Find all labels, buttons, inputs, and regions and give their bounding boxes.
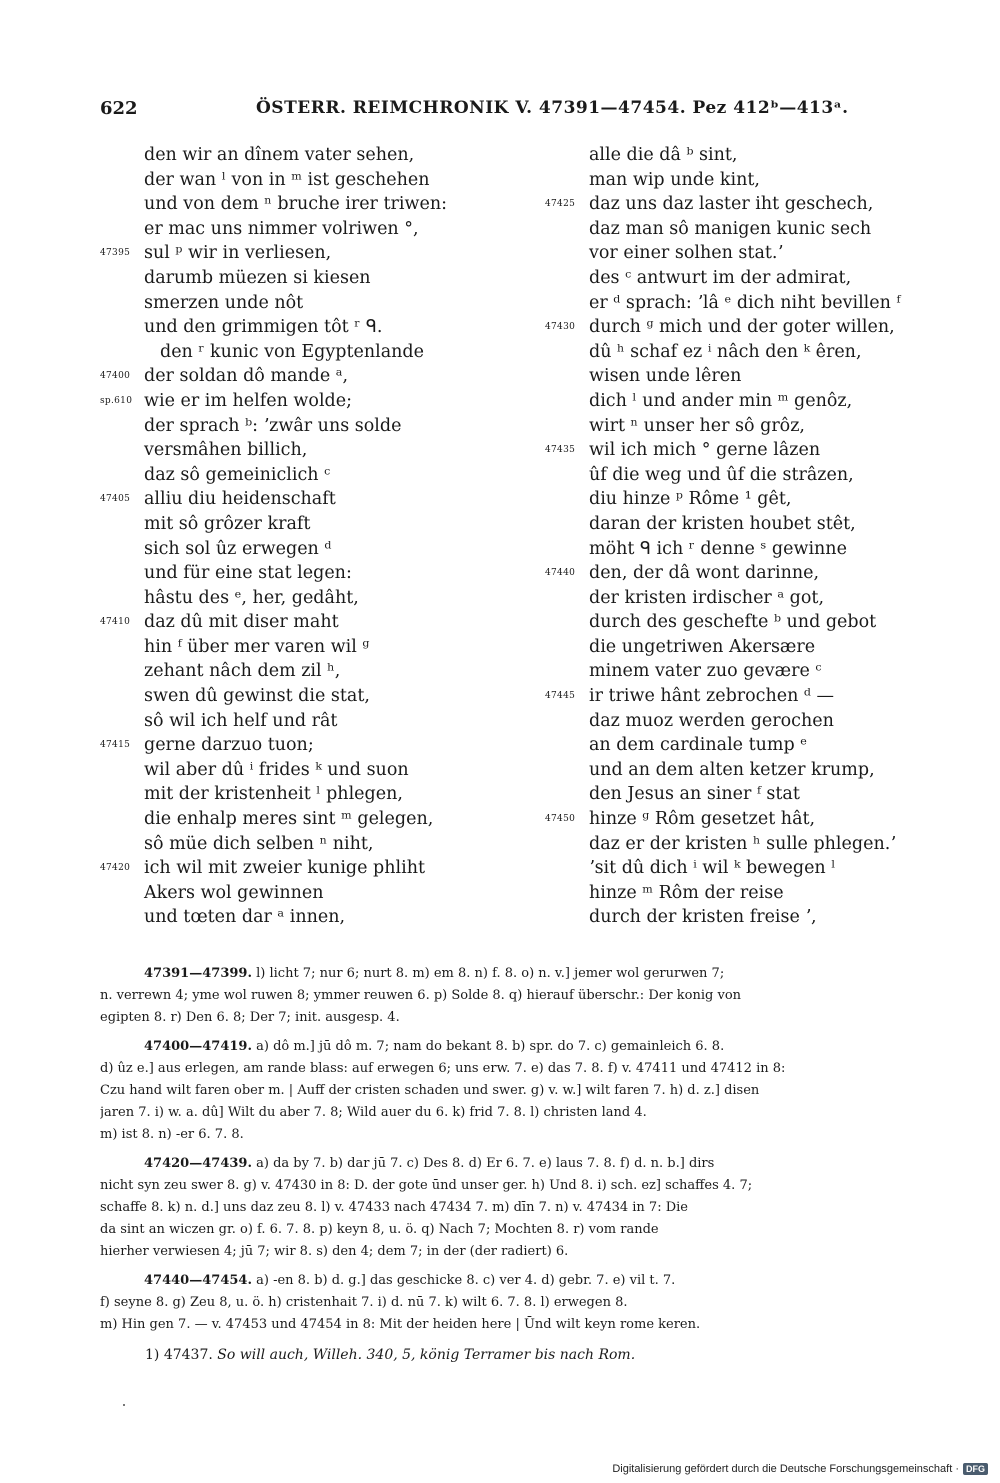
dfg-logo: DFG <box>963 1463 988 1475</box>
line-number: 47415 <box>100 740 131 751</box>
verse-line <box>545 807 945 832</box>
verse-text: diu hinze ᵖ Rôme ¹ gêt, <box>589 489 792 510</box>
apparatus-text: m) Hin gen 7. — v. 47453 und 47454 in 8: Mit der heiden here | Ūnd wilt keyn rome keren. <box>100 1317 701 1332</box>
verse-line <box>545 832 945 857</box>
verse-line <box>545 438 945 463</box>
verse-text: wil aber dû ⁱ frides ᵏ und suon <box>144 759 409 780</box>
apparatus-text: nicht syn zeu swer 8. g) v. 47430 in 8: D. der gote ūnd unser ger. h) Und 8. i) sch. ez] schaffes 4. 7; <box>100 1178 753 1193</box>
apparatus-text: m) ist 8. n) -er 6. 7. 8. <box>100 1127 244 1142</box>
verse-text: wil ich mich ° gerne lâzen <box>589 440 821 461</box>
verse-text: und tœten dar ᵃ innen, <box>144 907 346 928</box>
verse-line <box>100 168 480 193</box>
apparatus-line <box>100 1314 962 1336</box>
verse-line <box>100 586 480 611</box>
apparatus-text: l) licht 7; nur 6; nurt 8. m) em 8. n) f. 8. o) n. v.] jemer wol gerurwen 7; <box>251 966 725 981</box>
verse-line <box>545 733 945 758</box>
apparatus-text: a) da by 7. b) dar jū 7. c) Des 8. d) Er 6. 7. e) laus 7. 8. f) d. n. b.] dirs <box>251 1156 715 1171</box>
apparatus-text: schaffe 8. k) n. d.] uns daz zeu 8. l) v. 47433 nach 47434 7. m) dīn 7. n) v. 47434 in 7: Die <box>100 1200 688 1215</box>
verse-text: dich ˡ und ander min ᵐ genôz, <box>589 390 853 411</box>
apparatus-line <box>100 1175 962 1197</box>
line-number: 47410 <box>100 617 131 628</box>
verse-line <box>545 463 945 488</box>
verse-text: hâstu des ᵉ, her, gedâht, <box>144 587 359 608</box>
verse-line <box>100 512 480 537</box>
verse-text: und den grimmigen tôt ʳ ᑫ. <box>144 317 383 338</box>
verse-line <box>100 340 480 365</box>
line-number: 47420 <box>100 863 131 874</box>
apparatus-text: jaren 7. i) w. a. dû] Wilt du aber 7. 8; Wild auer du 6. k) frid 7. 8. l) christen land 4. <box>100 1105 647 1120</box>
verse-line <box>100 782 480 807</box>
line-number: 47405 <box>100 494 131 505</box>
verse-line <box>100 807 480 832</box>
footer-text: Digitalisierung gefördert durch die Deutsche Forschungsgemeinschaft · <box>612 1463 959 1475</box>
line-number: 47435 <box>545 445 576 456</box>
verse-text: man wip unde kint, <box>589 169 760 190</box>
verse-line <box>100 905 480 930</box>
verse-text: sô müe dich selben ⁿ niht, <box>144 833 374 854</box>
verse-line <box>545 192 945 217</box>
verse-text: daz sô gemeiniclich ᶜ <box>144 464 331 485</box>
verse-text: dû ʰ schaf ez ⁱ nâch den ᵏ êren, <box>589 341 862 362</box>
apparatus-text: da sint an wiczen gr. o) f. 6. 7. 8. p) keyn 8, u. ö. q) Nach 7; Mochten 8. r) vom rande <box>100 1222 659 1237</box>
verse-line <box>545 684 945 709</box>
digitization-footer <box>612 1459 988 1479</box>
verse-line <box>545 709 945 734</box>
verse-line <box>545 635 945 660</box>
verse-text: alliu diu heidenschaft <box>144 489 336 510</box>
verse-line <box>545 217 945 242</box>
verse-text: daran der kristen houbet stêt, <box>589 513 856 534</box>
verse-text: möht ᑫ ich ʳ denne ˢ gewinne <box>589 538 847 559</box>
verse-text: des ᶜ antwurt im der admirat, <box>589 267 852 288</box>
footnote-text: So will auch, Willeh. 340, 5, könig Terramer bis nach Rom. <box>217 1347 636 1363</box>
verse-text: durch der kristen freise ʼ, <box>589 907 817 928</box>
verse-text: er mac uns nimmer volriwen °, <box>144 218 419 239</box>
verse-line <box>545 143 945 168</box>
verse-text: daz uns daz laster iht geschech, <box>589 194 874 215</box>
verse-line <box>100 266 480 291</box>
verse-text: und von dem ⁿ bruche irer triwen: <box>144 194 447 215</box>
verse-line <box>545 315 945 340</box>
footnote-label: 1) 47437. <box>145 1347 213 1363</box>
apparatus-line <box>100 985 962 1007</box>
running-title: ÖSTERR. REIMCHRONIK V. 47391—47454. Pez 412ᵇ—413ᵃ. <box>256 98 849 118</box>
verse-text: durch ᵍ mich und der goter willen, <box>589 317 895 338</box>
verse-text: alle die dâ ᵇ sint, <box>589 145 738 165</box>
verse-line <box>545 610 945 635</box>
verse-text: gerne darzuo tuon; <box>144 735 314 756</box>
line-number: 47425 <box>545 199 576 210</box>
verse-line <box>545 266 945 291</box>
apparatus-range: 47391—47399. <box>144 966 252 981</box>
critical-apparatus <box>100 963 962 1343</box>
verse-line <box>100 217 480 242</box>
verse-line <box>100 709 480 734</box>
verse-line <box>545 561 945 586</box>
verse-text: sul ᵖ wir in verliesen, <box>144 243 332 264</box>
verse-text: Akers wol gewinnen <box>144 882 324 903</box>
verse-line <box>100 414 480 439</box>
apparatus-range: 47420—47439. <box>144 1156 252 1171</box>
right-verse-column <box>545 143 945 930</box>
apparatus-line <box>100 1241 962 1263</box>
verse-text: ʼsit dû dich ⁱ wil ᵏ bewegen ˡ <box>589 858 836 879</box>
apparatus-text: egipten 8. r) Den 6. 8; Der 7; init. ausgesp. 4. <box>100 1010 400 1025</box>
verse-text: den Jesus an siner ᶠ stat <box>589 784 800 805</box>
verse-line <box>545 881 945 906</box>
verse-line <box>545 856 945 881</box>
verse-line <box>100 659 480 684</box>
apparatus-text: hierher verwiesen 4; jū 7; wir 8. s) den 4; dem 7; in der (der radiert) 6. <box>100 1244 569 1259</box>
apparatus-line <box>100 1080 962 1102</box>
verse-text: der soldan dô mande ᵃ, <box>144 366 349 387</box>
verse-text: zehant nâch dem zil ʰ, <box>144 661 341 682</box>
verse-line <box>100 241 480 266</box>
line-number: 47400 <box>100 371 131 382</box>
verse-line <box>100 537 480 562</box>
verse-text: daz man sô manigen kunic sech <box>589 218 872 239</box>
verse-text: den ʳ kunic von Egyptenlande <box>160 341 424 362</box>
apparatus-text: d) ûz e.] aus erlegen, am rande blass: auf erwegen 6; uns erw. 7. e) das 7. 8. f) v. 47411 und 47412 in 8: <box>100 1061 786 1076</box>
apparatus-block <box>100 1153 962 1263</box>
scan-speck <box>123 1404 125 1406</box>
apparatus-range: 47440—47454. <box>144 1273 252 1288</box>
apparatus-line <box>100 1292 962 1314</box>
verse-line <box>545 537 945 562</box>
line-number: 47445 <box>545 691 576 702</box>
verse-line <box>100 192 480 217</box>
verse-text: darumb müezen si kiesen <box>144 267 371 288</box>
verse-line <box>100 684 480 709</box>
verse-line <box>100 438 480 463</box>
verse-text: der wan ˡ von in ᵐ ist geschehen <box>144 169 430 190</box>
verse-line <box>545 487 945 512</box>
verse-text: durch des geschefte ᵇ und gebot <box>589 612 877 633</box>
verse-text: hinze ᵍ Rôm gesetzet hât, <box>589 809 816 830</box>
verse-text: der kristen irdischer ᵃ got, <box>589 587 825 608</box>
apparatus-line <box>100 1270 962 1292</box>
verse-text: wisen unde lêren <box>589 366 742 387</box>
verse-text: und für eine stat legen: <box>144 563 352 584</box>
verse-text: den wir an dînem vater sehen, <box>144 145 415 165</box>
verse-line <box>545 512 945 537</box>
verse-text: die enhalp meres sint ᵐ gelegen, <box>144 809 434 830</box>
verse-text: daz er der kristen ʰ sulle phlegen.ʼ <box>589 833 896 854</box>
verse-text: smerzen unde nôt <box>144 292 304 313</box>
apparatus-line <box>100 1153 962 1175</box>
verse-line <box>545 389 945 414</box>
verse-text: versmâhen billich, <box>144 440 308 461</box>
apparatus-block <box>100 1036 962 1146</box>
left-verse-column <box>100 143 480 930</box>
apparatus-block <box>100 1270 962 1336</box>
verse-text: er ᵈ sprach: ʼlâ ᵉ dich niht bevillen ᶠ <box>589 292 901 313</box>
verse-text: ir triwe hânt zebrochen ᵈ — <box>589 686 834 707</box>
line-number: sp.610 <box>100 395 133 406</box>
verse-line <box>100 315 480 340</box>
verse-line <box>545 241 945 266</box>
verse-line <box>545 659 945 684</box>
verse-line <box>545 586 945 611</box>
verse-text: wie er im helfen wolde; <box>144 390 352 411</box>
verse-text: an dem cardinale tump ᵉ <box>589 735 808 756</box>
verse-line <box>100 856 480 881</box>
verse-line <box>100 832 480 857</box>
verse-text: swen dû gewinst die stat, <box>144 686 370 707</box>
apparatus-text: f) seyne 8. g) Zeu 8, u. ö. h) cristenhait 7. i) d. nū 7. k) wilt 6. 7. 8. l) erwegen 8. <box>100 1295 628 1310</box>
line-number: 47395 <box>100 248 131 259</box>
apparatus-line <box>100 963 962 985</box>
verse-text: mit der kristenheit ˡ phlegen, <box>144 784 403 805</box>
verse-line <box>100 463 480 488</box>
verse-text: wirt ⁿ unser her sô grôz, <box>589 415 805 436</box>
apparatus-line <box>100 1058 962 1080</box>
page-header <box>100 98 870 122</box>
verse-line <box>100 143 480 168</box>
verse-line <box>545 905 945 930</box>
apparatus-text: a) dô m.] jū dô m. 7; nam do bekant 8. b) spr. do 7. c) gemainleich 6. 8. <box>251 1039 725 1054</box>
apparatus-line <box>100 1219 962 1241</box>
verse-line <box>545 758 945 783</box>
verse-line <box>100 364 480 389</box>
verse-text: den, der dâ wont darinne, <box>589 563 820 584</box>
verse-text: hinze ᵐ Rôm der reise <box>589 882 784 903</box>
verse-text: ûf die weg und ûf die strâzen, <box>589 464 854 485</box>
verse-text: der sprach ᵇ: ʼzwâr uns solde <box>144 415 402 436</box>
line-number: 47430 <box>545 322 576 333</box>
apparatus-line <box>100 1197 962 1219</box>
apparatus-range: 47400—47419. <box>144 1039 252 1054</box>
verse-line <box>100 881 480 906</box>
apparatus-block <box>100 963 962 1029</box>
verse-line <box>545 291 945 316</box>
verse-text: minem vater zuo gevære ᶜ <box>589 661 822 682</box>
verse-text: mit sô grôzer kraft <box>144 513 311 534</box>
verse-line <box>100 758 480 783</box>
verse-line <box>100 487 480 512</box>
apparatus-line <box>100 1036 962 1058</box>
verse-text: vor einer solhen stat.ʼ <box>589 243 784 264</box>
verse-line <box>545 414 945 439</box>
apparatus-text: n. verrewn 4; yme wol ruwen 8; ymmer reuwen 6. p) Solde 8. q) hierauf überschr.: Der konig von <box>100 988 742 1003</box>
footnote <box>145 1347 635 1363</box>
apparatus-line <box>100 1102 962 1124</box>
verse-text: und an dem alten ketzer krump, <box>589 759 875 780</box>
verse-line <box>100 389 480 414</box>
verse-line <box>100 291 480 316</box>
apparatus-line <box>100 1007 962 1029</box>
apparatus-text: a) -en 8. b) d. g.] das geschicke 8. c) ver 4. d) gebr. 7. e) vil t. 7. <box>251 1273 676 1288</box>
verse-text: sich sol ûz erwegen ᵈ <box>144 538 332 559</box>
verse-text: hin ᶠ über mer varen wil ᵍ <box>144 636 370 657</box>
page-number: 622 <box>100 98 138 119</box>
verse-line <box>100 610 480 635</box>
apparatus-line <box>100 1124 962 1146</box>
line-number: 47450 <box>545 814 576 825</box>
verse-text: sô wil ich helf und rât <box>144 710 338 731</box>
verse-line <box>545 782 945 807</box>
verse-line <box>545 340 945 365</box>
verse-text: daz muoz werden gerochen <box>589 710 834 731</box>
apparatus-text: Czu hand wilt faren ober m. | Auff der cristen schaden und swer. g) v. w.] wilt faren 7. h) d. z.] disen <box>100 1083 760 1098</box>
verse-line <box>100 561 480 586</box>
line-number: 47440 <box>545 568 576 579</box>
verse-line <box>100 635 480 660</box>
verse-text: die ungetriwen Akersære <box>589 636 816 657</box>
verse-text: daz dû mit diser maht <box>144 612 339 633</box>
verse-line <box>545 364 945 389</box>
verse-text: ich wil mit zweier kunige phliht <box>144 858 426 879</box>
verse-line <box>545 168 945 193</box>
verse-line <box>100 733 480 758</box>
